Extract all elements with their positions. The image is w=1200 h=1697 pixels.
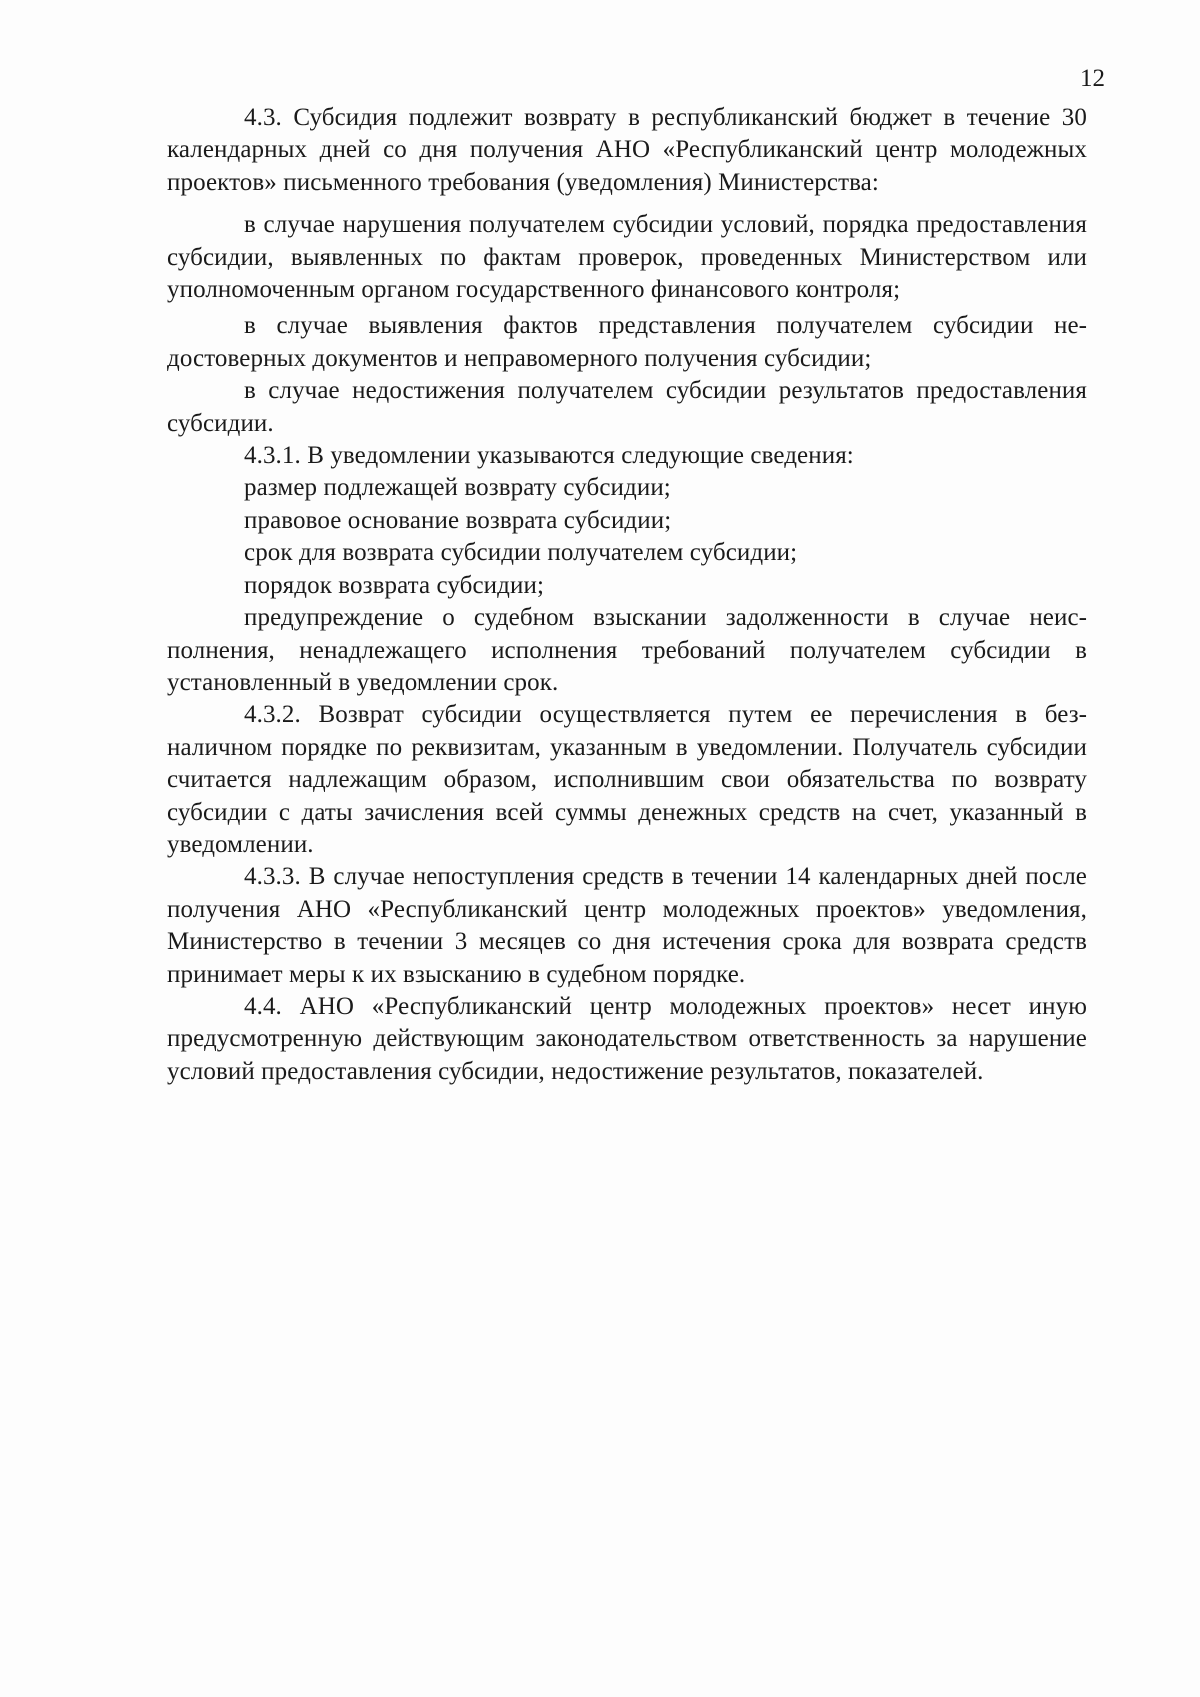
paragraph-4-3: 4.3. Субсидия подлежит возврату в республиканский бюджет в течение 30 календарных дней со дня получения АНО «Республиканский центр молодежных проектов» письменного требования (уведомления) Министерства: — [167, 104, 1087, 196]
list-item-deadline: срок для возврата субсидии получателем субсидии; — [244, 539, 798, 567]
document-body — [167, 102, 1087, 1088]
list-item-warning: предупреждение о судебном взыскании задолженности в случае неисполнения, ненадлежащего исполнения требований получателем субсидии в установленный в уведомлении срок. — [167, 604, 1087, 696]
list-item-amount: размер подлежащей возврату субсидии; — [244, 474, 671, 502]
page-number: 12 — [1080, 65, 1105, 92]
paragraph-results-not-achieved: в случае недостижения получателем субсидии результатов предоставления субсидии. — [167, 377, 1087, 437]
paragraph-4-3-1: 4.3.1. В уведомлении указываются следующие сведения: — [244, 442, 854, 470]
paragraph-4-4: 4.4. АНО «Республиканский центр молодежных проектов» несет иную предусмотренную действующим законодательством ответственность за нарушение условий предоставления субсидии, недостижение результатов, показателей. — [167, 992, 1087, 1085]
list-item-procedure: порядок возврата субсидии; — [244, 571, 544, 599]
paragraph-false-documents: в случае выявления фактов представления получателем субсидии недостоверных документов и неправомерного получения субсидии; — [167, 312, 1087, 372]
paragraph-4-3-3: 4.3.3. В случае непоступления средств в течении 14 календарных дней после получения АНО «Республиканский центр молодежных проектов» уведомления, Министерство в течении 3 месяцев со дня истечения срока для возврата средств принимает меры к их взысканию в судебном порядке. — [167, 863, 1087, 988]
paragraph-violation-conditions: в случае нарушения получателем субсидии условий, порядка предоставления субсидии, выявленных по фактам проверок, проведенных Министерством или уполномоченным органом государственного финансового контроля; — [167, 211, 1087, 304]
paragraph-4-3-2: 4.3.2. Возврат субсидии осуществляется путем ее перечисления в безналичном порядке по реквизитам, указанным в уведомлении. Получатель субсидии считается надлежащим образом, исполнившим свои обязательства по возврату субсидии с даты зачисления всей суммы денежных средств на счет, указанный в уведомлении. — [167, 701, 1087, 858]
list-item-legal-basis: правовое основание возврата субсидии; — [244, 506, 672, 534]
